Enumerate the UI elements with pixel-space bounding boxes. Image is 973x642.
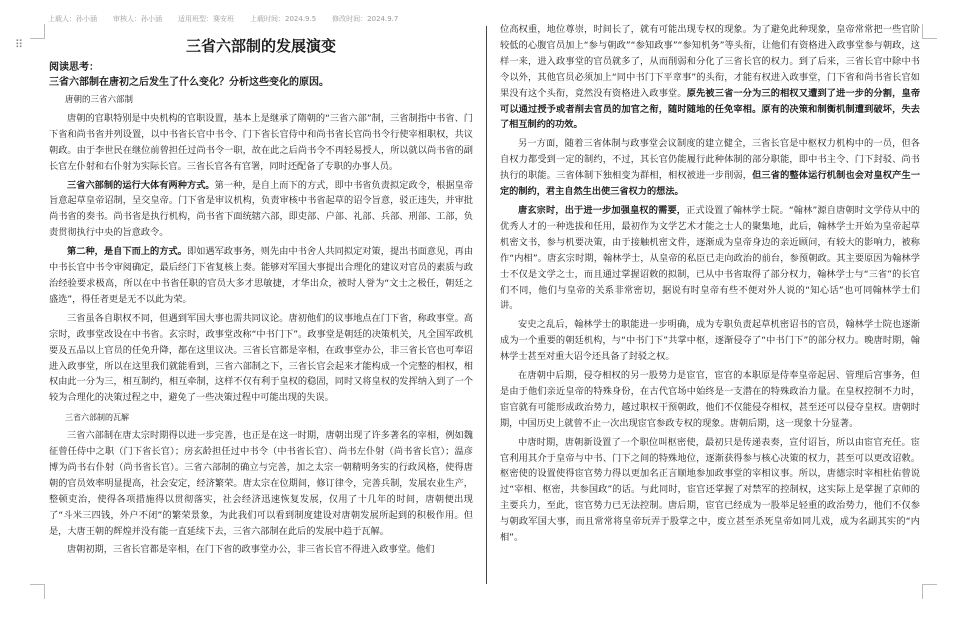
- text: 即如遇军政事务，则先由中书舍人共同拟定对策，提出书面意见，再由中书长官中书令审阅确定，最后经门下省复核上奏。能够对军国大事提出合理化的建议对官员的素质与政治经验要求极高，所以在中书省任职的官员大多才思敏捷，才华出众，被时人誉为“文士之极任，朝廷之盛选”，得任者更是无不以此为荣。: [49, 246, 473, 305]
- question-text: 三省六部制在唐初之后发生了什么变化？分析这些变化的原因。: [49, 77, 329, 88]
- crop-mark-top-right: [922, 24, 937, 39]
- section-heading-1: 唐朝的三省六部制: [65, 95, 134, 105]
- paragraph: 唐朝的官职特别是中央机构的官职设置，基本上是继承了隋朝的“三省六部”制，三省制指中书省、门下省和尚书省并列设置，以中书省长官中书令、门下省长官侍中和尚书省长官尚书令行使宰相职权，共议朝政。由于李世民在继位前曾担任过尚书令一职，故在此之后尚书令不再轻易授人，所以就以尚书省的副长官左仆射和右仆射为实际长官。三省长官各有官署，同时还配备了专职的办事人员。: [49, 112, 473, 172]
- text: 位高权重，地位尊崇，时间长了，就有可能出现专权的现象。为了避免此种现象，皇帝常常把一些官阶较低的心腹官员加上“参与朝政”“参知政事”“参知机务”等头衔，让他们有资格进入政事堂参与朝政，这样一来，进入政事堂的官员就多了，从而削弱和分化了三省长官的权力。到了后来，三省长官中除中书令以外，其他官员必须加上“同中书门下平章事”的头衔，才能有权进入政事堂，门下省和尚书省长官如果没有这个头衔，竟然没有资格进入政事堂。: [500, 24, 920, 99]
- paragraph: [500, 203, 920, 314]
- question-label: 阅读思考：: [49, 62, 99, 73]
- crop-mark-bottom-right: [922, 584, 937, 599]
- reviewer: 审核人：孙小涵: [113, 15, 162, 23]
- right-column: [500, 22, 920, 574]
- text: 另一方面，随着三省体制与政事堂会议制度的建立健全，三省长官是中枢权力机构中的一员，但各自权力都受到一定的制约，不过，其长官仍能履行此种体制的部分职能，即中书主令、门下封驳、尚书执行的职能。三省体制下独相变为群相，相权被进一步削弱，: [500, 138, 920, 182]
- paragraph: 在唐朝中后期，侵夺相权的另一股势力是宦官，宦官的本职原是侍奉皇帝起居、管理后宫事务，但是由于他们亲近皇帝的特殊身份，在古代官场中始终是一支潜在的特殊政治力量。在皇权控制不力时，宦官就有可能形成政治势力，越过职权干预朝政，他们不仅能侵夺相权，甚至还可以侵夺皇权。唐朝时期，中国历史上就曾不止一次出现宦官参政专权的现象。唐朝后期，这一现象十分显著。: [500, 370, 920, 429]
- header-meta: [48, 14, 488, 24]
- paragraph: [500, 22, 920, 133]
- left-column: [49, 34, 473, 574]
- uploader: 上载人：孙小涵: [48, 15, 97, 23]
- paragraph: [49, 244, 473, 308]
- paragraph: [49, 178, 473, 242]
- column-divider: [486, 26, 487, 584]
- drag-handle-icon[interactable]: ⠿: [15, 38, 23, 51]
- text: 第一种，是自上而下的方式，即中书省负责拟定政令，根据皇帝旨意起草皇帝诏制，呈交皇帝。门下省是审议机构，负责审核中书省起草的诏令旨意，驳正违失，并审批尚书省的奏书。尚书省是执行机构，尚书省下面统辖六部，即吏部、户部、礼部、兵部、刑部、工部，负责贯彻执行中央的旨意政令。: [49, 179, 473, 239]
- bold-phrase: 唐玄宗时，出于进一步加强皇权的需要，: [518, 204, 687, 216]
- paragraph: 唐朝初期，三省长官都是宰相，在门下省的政事堂办公，非三省长官不得进入政事堂。他们: [67, 544, 435, 556]
- upload-time: 上载时间：2024.9.5: [250, 15, 317, 23]
- paragraph: 安史之乱后，翰林学士的职能进一步明确，成为专职负责起草机密诏书的官员，翰林学士院也逐渐成为一个重要的朝廷机构，与“中书门下”共掌中枢，逐渐侵夺了“中书门下”的部分权力。晚唐时期，翰林学士甚至对重大诏令还具备了封驳之权。: [500, 319, 920, 363]
- bold-phrase: 三省六部制的运行大体有两种方式。: [67, 179, 215, 191]
- bold-phrase: 第二种，是自下而上的方式。: [67, 246, 187, 258]
- paragraph: 三省六部制在唐太宗时期得以进一步完善，也正是在这一时期，唐朝出现了许多著名的宰相，例如魏征曾任侍中之职（门下省长官）；房玄龄担任过中书令（中书省长官）、尚书左仆射（尚书省长官）；温彦博为尚书右仆射（尚书省长官）。三省六部制的确立与完善，加之太宗一朝精明务实的行政风格，使得唐朝的官员效率明显提高，社会安定，经济繁荣。唐太宗在位期间，修订律令，完善兵制，发展农业生产，整顿吏治，使得各项措施得以贯彻落实，社会经济迅速恢复发展，仅用了十几年的时间，唐朝便出现了“斗米三四钱，外户不闭”的繁荣景象，为此我们可以看到制度建设对唐朝发展所起到的积极作用。但是，大唐王朝的辉煌并没有能一直延续下去，三省六部制在此后的发展中趋于瓦解。: [49, 430, 473, 537]
- paragraph: 三省虽各自职权不同，但遇到军国大事也需共同议论。唐初他们的议事地点在门下省，称政事堂。高宗时，政事堂改设在中书省。玄宗时，政事堂改称“中书门下”。政事堂是朝廷的决策机关，凡全国军政机要及五品以上官员的任免升降，都在这里议决。三省长官都是宰相，在政事堂办公，非三省长官也可奉诏进入政事堂，所以在这里我们就能看到，三省六部制之下，三省长官会起来才能构成一个完整的相权，相权由此一分为三，相互制约，相互牵制，这样不仅有利于皇权的稳固，同时又将皇权的发挥纳入到了一个较为合理化的决策过程之中，避免了一些决策过程中可能出现的失误。: [49, 312, 473, 404]
- page-title: 三省六部制的发展演变: [185, 37, 336, 55]
- bold-phrase: 但三省的整体运行机制也会对皇权产生一定的制约，君主自然生出使三省权力的想法。: [500, 170, 920, 198]
- section-heading-2: 三省六部制的瓦解: [65, 413, 129, 423]
- paragraph: [500, 136, 920, 200]
- crop-mark-bottom-left: [30, 584, 45, 599]
- class-type: 适用班型：赛安班: [178, 15, 234, 23]
- modify-time: 修改时间：2024.9.7: [332, 15, 399, 23]
- text: 正式设置了翰林学士院。“翰林”源自唐朝时文学侍从中的优秀人才的一种选拔和任用，最初作为文学艺术才能之士人的聚集地，此后，翰林学士开始为皇帝起草机密文书，参与机要决策，由于接触机密文件，逐渐成为皇帝身边的亲近顾问，有较大的影响力，被称作“内相”。唐玄宗时期，翰林学士，从皇帝的私臣已走向政治的前台，参预朝政。其主要原因为翰林学士不仅是文学之士，而且通过掌握诏敕的拟制，已从中书省取得了部分权力，翰林学士与“三省”的长官们不同，他们与皇帝的关系非常密切，据说有时皇帝有些不便对外人说的“知心话”也可同翰林学士们讲。: [500, 204, 920, 312]
- paragraph: 中唐时期，唐朝新设置了一个职位叫枢密使，最初只是传递表奏，宣付诏旨，所以由宦官充任。宦官利用其介于皇帝与中书、门下之间的特殊地位，逐渐获得参与核心决策的权力，甚至可以更改诏敕。枢密使的设置使得宦官势力得以更加名正言顺地参加政事堂的宰相议事。所以，唐德宗时宰相杜佑曾说过“宰相、枢密，共参国政”的话。与此同时，宦官还掌握了对禁军的控制权，这实际上是掌握了京师的主要兵力，至此，宦官势力已无法控制。唐后期，宦官已经成为一股举足轻重的政治势力，他们不仅参与朝政军国大事，而且常常将皇帝玩弄于股掌之中，废立甚至杀死皇帝如同儿戏，成为名副其实的“内相”。: [500, 436, 920, 544]
- crop-mark-top-left: [30, 24, 45, 39]
- bold-phrase: 原先被三省一分为三的相权又遭到了进一步的分割，皇帝可以通过授予或者削去官员的加官之衔，随时随地的任免宰相。原有的决策和制衡机制遭到破坏，失去了相互制约的功效。: [500, 87, 920, 131]
